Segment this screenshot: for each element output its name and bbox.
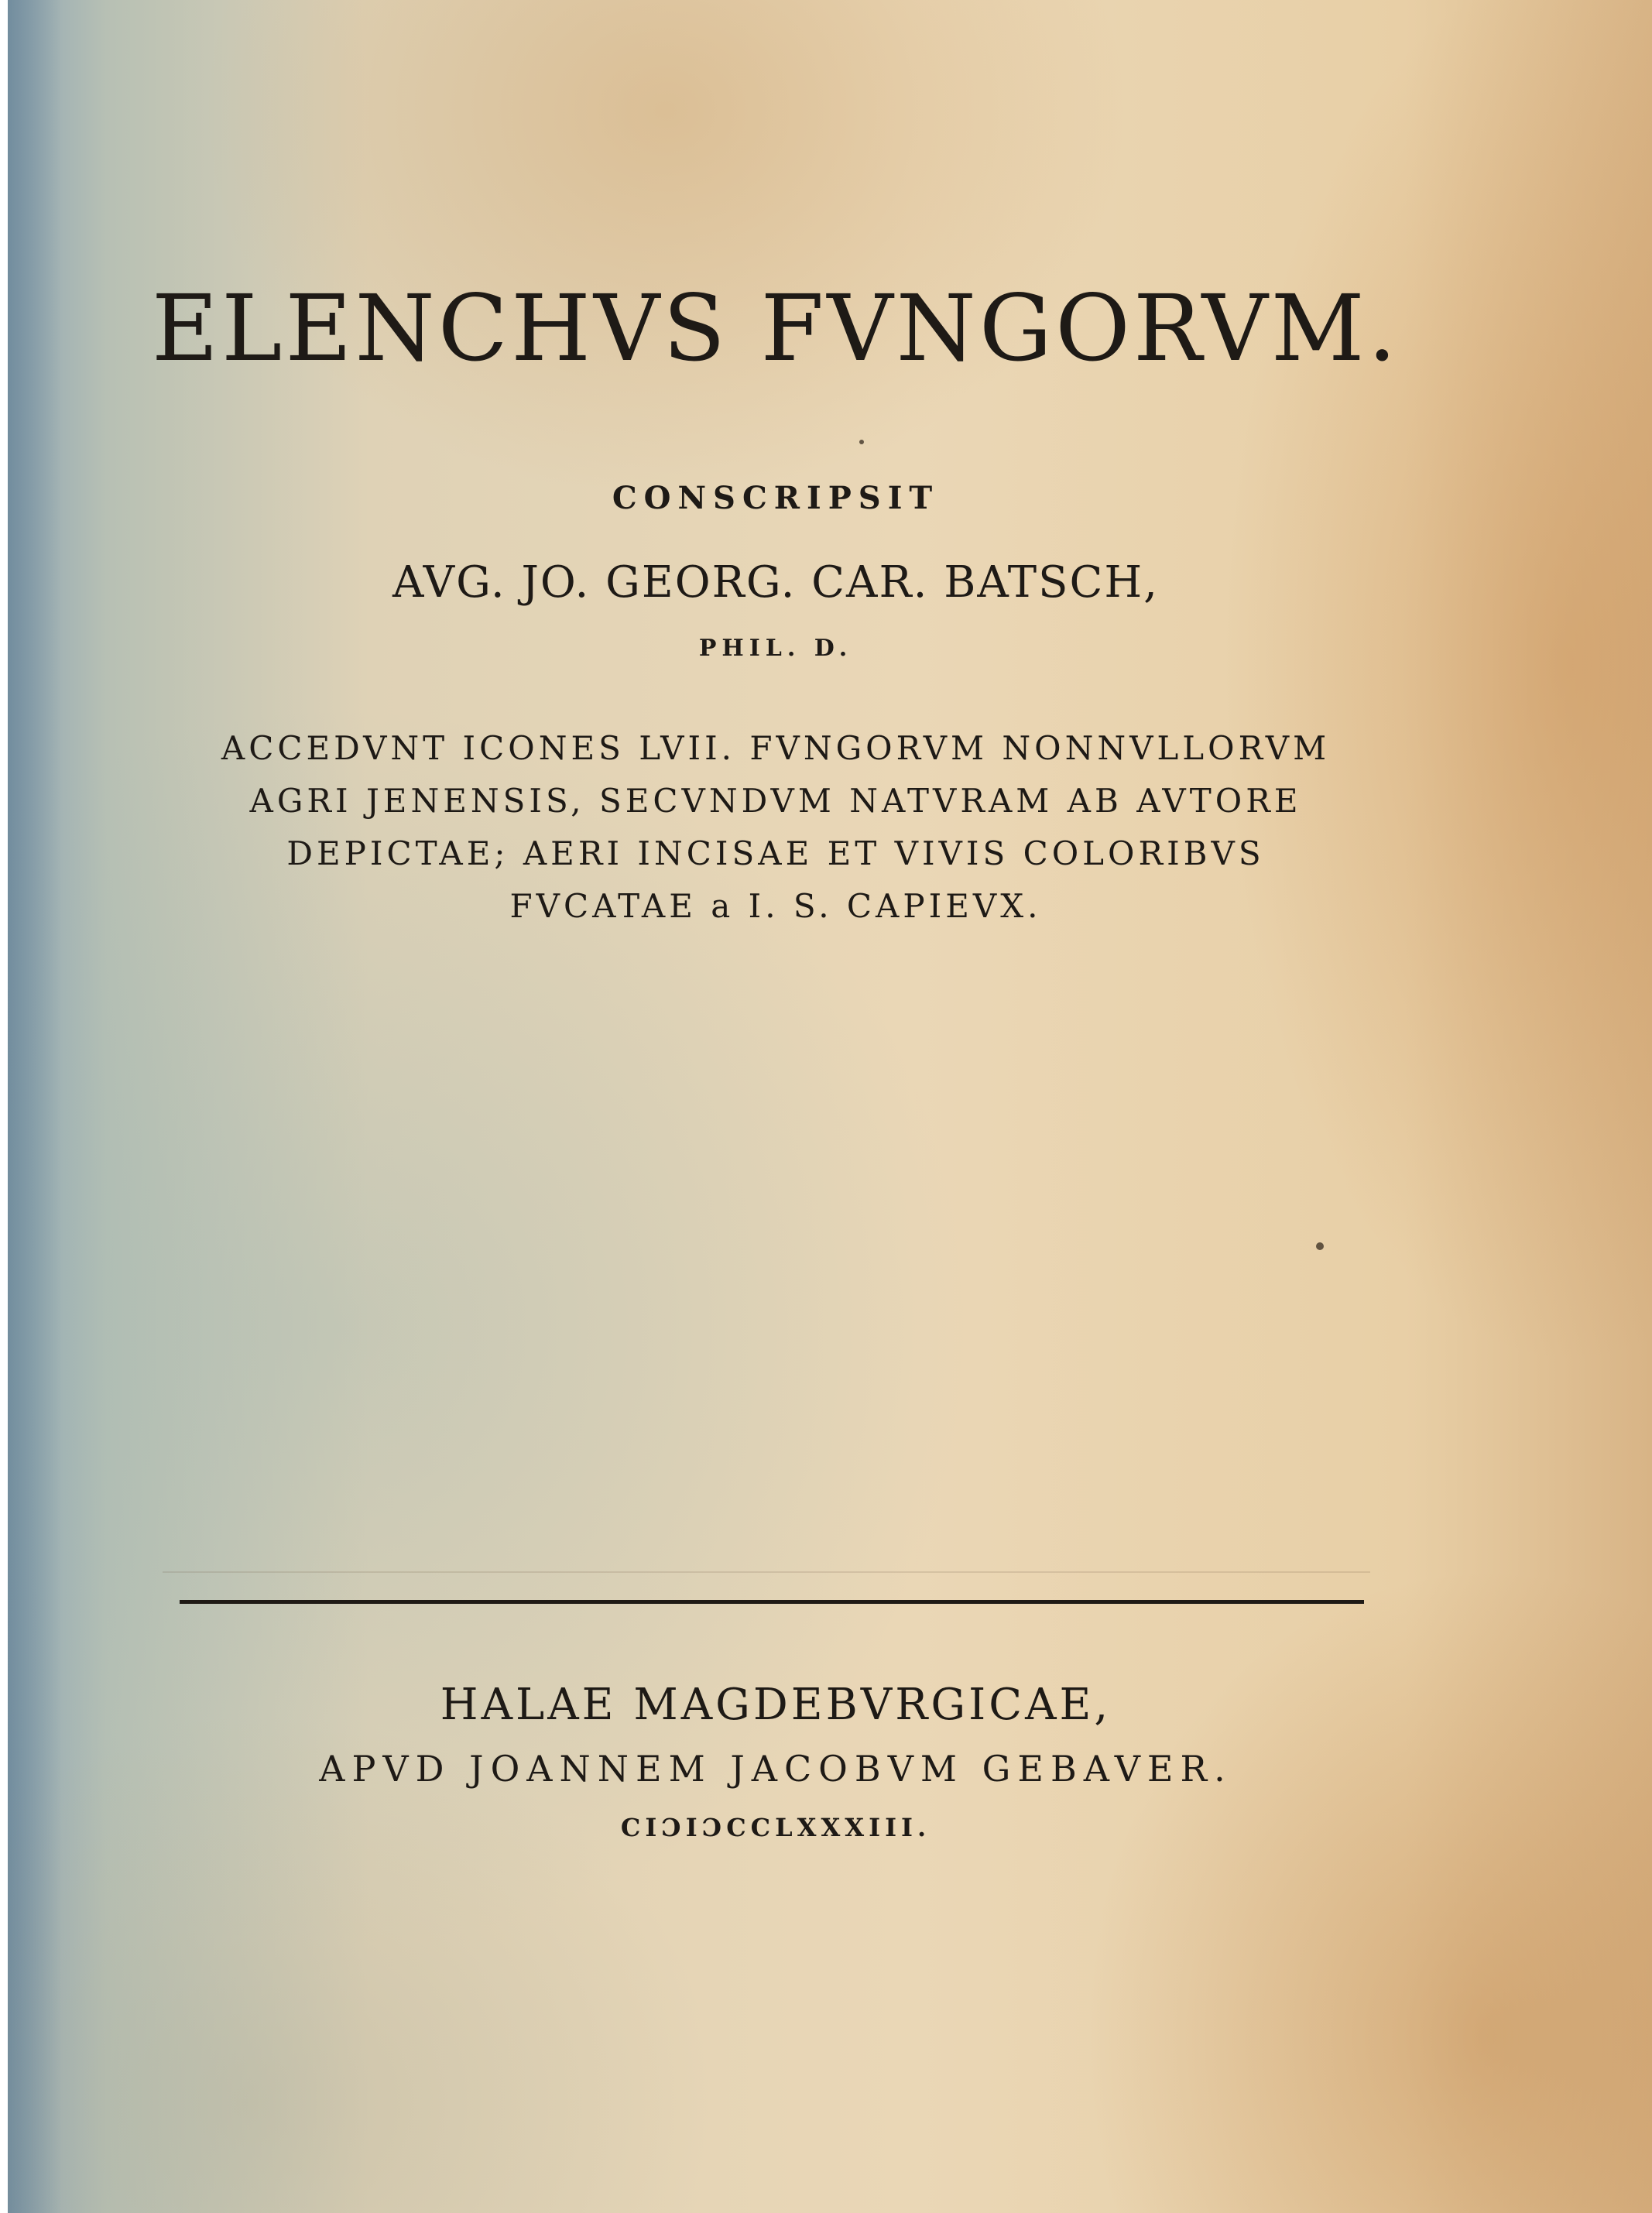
description-line: ACCEDVNT ICONES LVII. FVNGORVM NONNVLLORVM — [221, 729, 1331, 767]
description-line: DEPICTAE; AERI INCISAE ET VIVIS COLORIBVS — [286, 834, 1265, 872]
faint-divider — [163, 1571, 1370, 1573]
description-line: AGRI JENENSIS, SECVNDVM NATVRAM AB AVTORE — [249, 782, 1302, 820]
divider-rule — [180, 1600, 1364, 1604]
paper-speck — [859, 440, 864, 444]
imprint-printer: APVD JOANNEM JACOBVM GEBAVER. — [319, 1748, 1232, 1790]
conscripsit-label: CONSCRIPSIT — [612, 480, 940, 516]
title-page — [8, 0, 1652, 2213]
paper-speck — [1316, 1242, 1324, 1250]
book-title: ELENCHVS FVNGORVM. — [151, 275, 1400, 382]
description-line: FVCATAE a I. S. CAPIEVX. — [509, 887, 1042, 925]
imprint-place: HALAE MAGDEBVRGICAE, — [440, 1680, 1112, 1730]
author-degree: PHIL. D. — [698, 635, 853, 662]
author-name: AVG. JO. GEORG. CAR. BATSCH, — [392, 557, 1159, 608]
imprint-year: CIƆIƆCCLXXXIII. — [620, 1813, 931, 1842]
